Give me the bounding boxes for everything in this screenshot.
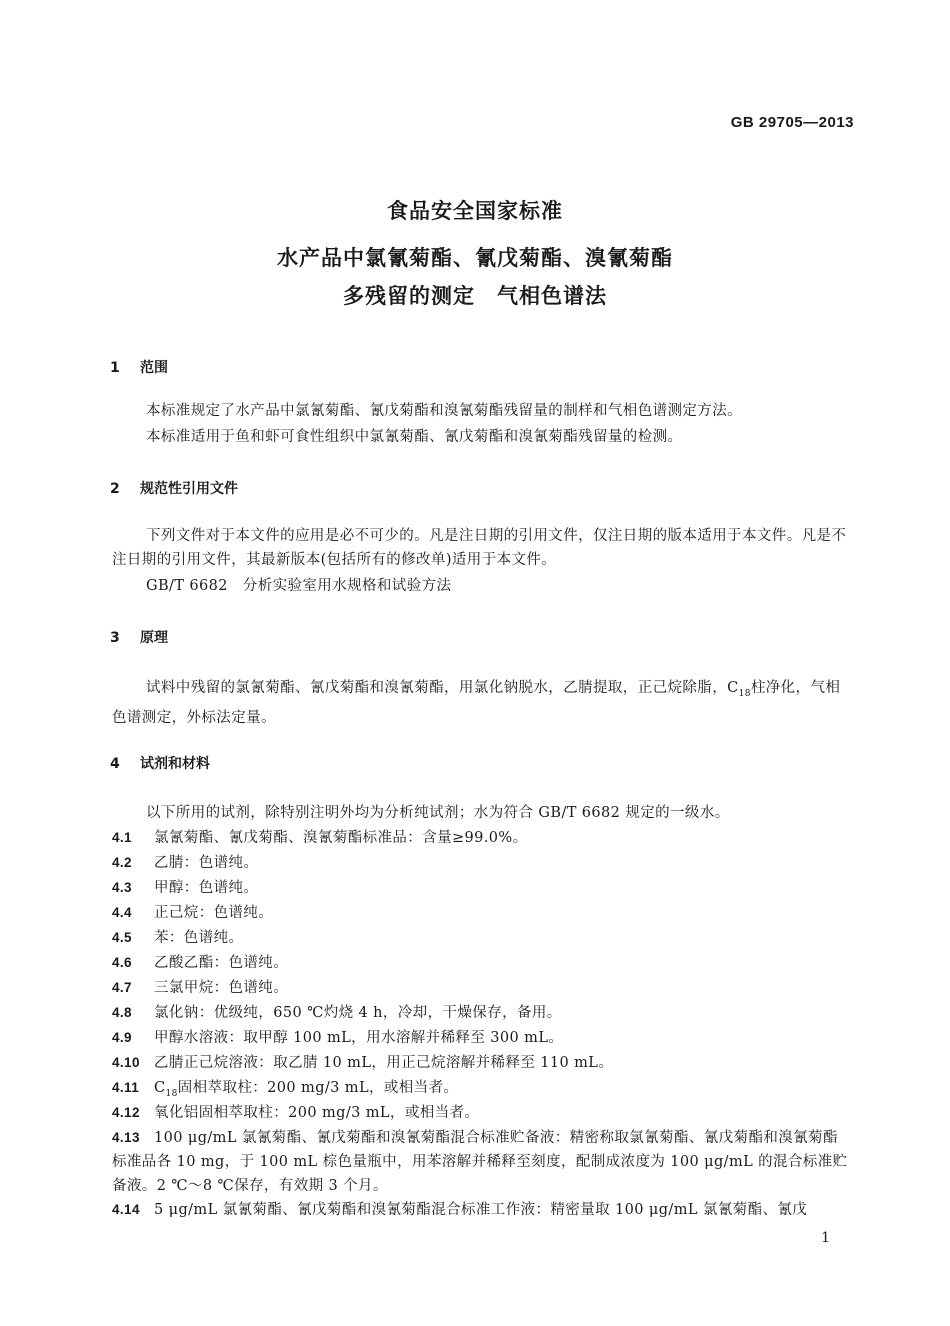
section-number: 3 xyxy=(110,630,120,646)
standard-number: GB 29705—2013 xyxy=(730,114,854,131)
item-number: 4.6 xyxy=(112,955,132,970)
section-title: 范围 xyxy=(140,360,168,376)
item-number: 4.12 xyxy=(112,1105,140,1120)
section-number: 1 xyxy=(110,360,120,376)
section-title: 试剂和材料 xyxy=(140,756,210,772)
item-number: 4.4 xyxy=(112,905,132,920)
item-text: 乙酸乙酯：色谱纯。 xyxy=(154,955,289,971)
section-number: 2 xyxy=(110,481,120,497)
item-text: 固相萃取柱：200 mg/3 mL，或相当者。 xyxy=(177,1080,459,1096)
item-number: 4.7 xyxy=(112,980,132,995)
list-item xyxy=(112,901,852,925)
list-item xyxy=(112,1001,852,1025)
subscript: 18 xyxy=(165,1088,178,1099)
paragraph: 以下所用的试剂，除特别注明外均为分析纯试剂；水为符合 GB/T 6682 规定的一级水。 xyxy=(146,805,730,821)
item-text: 5 μg/mL 氯氰菊酯、氰戊菊酯和溴氰菊酯混合标准工作液：精密量取 100 μg/mL 氯氰菊酯、氰戊 xyxy=(154,1202,808,1218)
item-text: 甲醇：色谱纯。 xyxy=(154,880,259,896)
item-text: C xyxy=(154,1080,166,1096)
document-subtitle-line1: 水产品中氯氰菊酯、氰戊菊酯、溴氰菊酯 xyxy=(277,246,673,270)
section-heading-normative-references xyxy=(110,478,238,498)
item-number: 4.2 xyxy=(112,855,132,870)
item-number: 4.11 xyxy=(112,1080,140,1095)
section-title: 原理 xyxy=(140,630,168,646)
item-text: 100 μg/mL 氯氰菊酯、氰戊菊酯和溴氰菊酯混合标准贮备液：精密称取氯氰菊酯、氰戊菊酯和溴氰菊酯标准品各 10 mg，于 100 mL 棕色量瓶中，用苯溶解并稀释至刻度，配制成浓度为 100 μg/mL 的混合标准贮备液。2 ℃～8 ℃保存，有效期 3 个月。 xyxy=(112,1130,848,1194)
section-heading-reagents xyxy=(110,753,210,773)
item-text: 乙腈正己烷溶液：取乙腈 10 mL，用正己烷溶解并稀释至 110 mL。 xyxy=(154,1055,614,1071)
item-text: 正己烷：色谱纯。 xyxy=(154,905,274,921)
document-subtitle-line2: 多残留的测定 气相色谱法 xyxy=(343,284,607,308)
list-item xyxy=(112,851,852,875)
item-text: 氯化钠：优级纯，650 ℃灼烧 4 h，冷却，干燥保存，备用。 xyxy=(154,1005,562,1021)
item-number: 4.8 xyxy=(112,1005,132,1020)
list-item xyxy=(112,1126,852,1198)
item-number: 4.3 xyxy=(112,880,132,895)
subscript: 18 xyxy=(738,688,751,699)
item-text: 苯：色谱纯。 xyxy=(154,930,244,946)
list-item xyxy=(112,951,852,975)
section-number: 4 xyxy=(110,756,120,772)
section-heading-scope xyxy=(110,357,168,377)
list-item xyxy=(112,1198,852,1222)
section-title: 规范性引用文件 xyxy=(140,481,238,497)
paragraph-text: 试料中残留的氯氰菊酯、氰戊菊酯和溴氰菊酯，用氯化钠脱水，乙腈提取，正己烷除脂，C xyxy=(146,680,739,696)
item-number: 4.10 xyxy=(112,1055,140,1070)
item-number: 4.1 xyxy=(112,830,132,845)
reference-item: GB/T 6682 分析实验室用水规格和试验方法 xyxy=(146,578,452,594)
item-text: 氧化铝固相萃取柱：200 mg/3 mL，或相当者。 xyxy=(154,1105,480,1121)
list-item xyxy=(112,1101,852,1125)
item-text: 三氯甲烷：色谱纯。 xyxy=(154,980,289,996)
list-item xyxy=(112,976,852,1000)
item-number: 4.14 xyxy=(112,1202,140,1217)
item-number: 4.13 xyxy=(112,1130,140,1145)
item-text: 氯氰菊酯、氰戊菊酯、溴氰菊酯标准品：含量≥99.0%。 xyxy=(154,830,528,846)
paragraph-text: 柱净化，气相色谱测定，外标法定量。 xyxy=(112,680,841,726)
list-item xyxy=(112,1051,852,1075)
list-item xyxy=(112,876,852,900)
paragraph xyxy=(112,676,852,730)
section-heading-principle xyxy=(110,627,168,647)
document-title: 食品安全国家标准 xyxy=(387,199,563,223)
item-number: 4.9 xyxy=(112,1030,132,1045)
paragraph: 本标准规定了水产品中氯氰菊酯、氰戊菊酯和溴氰菊酯残留量的制样和气相色谱测定方法。 xyxy=(146,403,742,419)
item-number: 4.5 xyxy=(112,930,132,945)
item-text: 甲醇水溶液：取甲醇 100 mL，用水溶解并稀释至 300 mL。 xyxy=(154,1030,564,1046)
list-item xyxy=(112,826,852,850)
paragraph: 本标准适用于鱼和虾可食性组织中氯氰菊酯、氰戊菊酯和溴氰菊酯残留量的检测。 xyxy=(146,429,683,445)
item-text: 乙腈：色谱纯。 xyxy=(154,855,259,871)
paragraph: 下列文件对于本文件的应用是必不可少的。凡是注日期的引用文件，仅注日期的版本适用于本文件。凡是不注日期的引用文件，其最新版本(包括所有的修改单)适用于本文件。 xyxy=(112,528,847,568)
page-number: 1 xyxy=(821,1230,830,1246)
list-item xyxy=(112,1026,852,1050)
list-item xyxy=(112,926,852,950)
